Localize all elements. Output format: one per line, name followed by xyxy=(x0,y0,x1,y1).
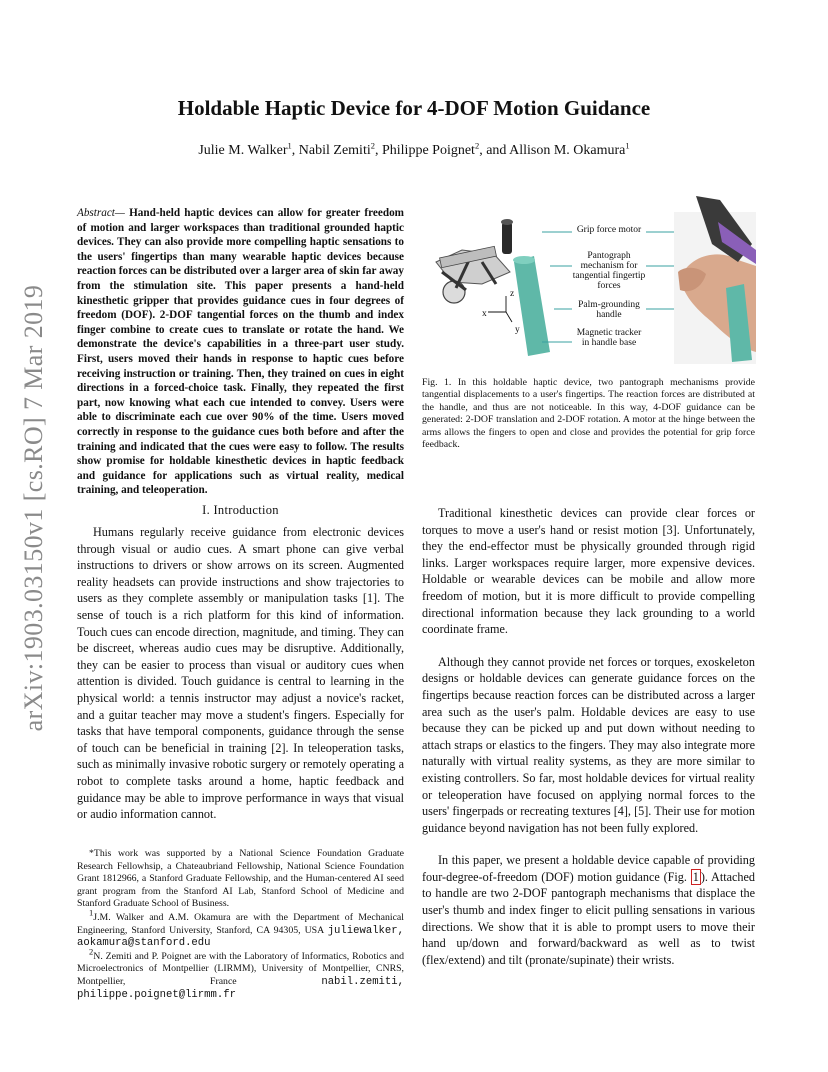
axis-label-z: z xyxy=(510,289,515,299)
paragraph-text: In this paper, we present a holdable device capable of providing four-degree-of-freedom (DOF) motion guidance (Fig. xyxy=(422,853,755,884)
author-affiliation-mark: 2 xyxy=(370,140,375,151)
figure-label-palm-handle: Palm-grounding handle xyxy=(578,300,640,320)
arxiv-identifier: arXiv:1903.03150v1 [cs.RO] 7 Mar 2019 xyxy=(19,284,48,732)
right-column xyxy=(422,505,755,984)
author-name: Philippe Poignet xyxy=(381,143,475,158)
email-address: nabil.zemiti, philippe.poignet@lirmm.fr xyxy=(77,975,404,1001)
intro-paragraph xyxy=(77,524,404,823)
author-affiliation-mark: 1 xyxy=(287,140,292,151)
footnote-text: J.M. Walker and A.M. Okamura are with the Department of Mechanical Engineering, Stanford University, Stanford, CA 94305, USA xyxy=(77,911,404,936)
figure-label-pantograph: Pantograph mechanism for tangential fingertip forces xyxy=(572,251,646,291)
paragraph: Humans regularly receive guidance from electronic devices through visual or audio cues. A smart phone can give verbal instructions to drivers or show arrows on its screen. Augmented reality headsets can provide instructions and show trajectories to users as they complete assembly or manipulation tasks [1]. The sense of touch is a rich platform for this kind of information. Touch cues can encode direction, magnitude, and timing. They can be discreet, whereas audio cues may be disruptive. Additionally, they can be easier to process than visual or auditory cues when attention is divided. Touch guidance is central to learning in the physical world: a tennis instructor may adjust a novice's racket, and a guitar teacher may move a student's fingers. Especially for tasks that have temporal components, guidance through the sense of touch can be beneficial in training [2]. In teleoperation tasks, such as minimally invasive robotic surgery or remotely operating a robot to complete tasks around a home, haptic feedback and guidance may be able to improve performance in ways that visual or audio information cannot. xyxy=(77,525,404,822)
footnote-affiliation-1 xyxy=(77,907,404,950)
email-address: juliewalker, aokamura@stanford.edu xyxy=(77,924,404,950)
footnote-mark: 2 xyxy=(89,946,94,957)
section-heading: I. Introduction xyxy=(202,503,279,517)
hand-photo xyxy=(674,196,756,364)
footnote-affiliation-2 xyxy=(77,946,404,1001)
author-affiliation-mark: 1 xyxy=(625,140,630,151)
author-list: Julie M. Walker$^1$, Nabil Zemiti$^2$, Philippe Poignet$^2$, and Allison M. Okamura$^1$ xyxy=(198,140,630,158)
footnotes xyxy=(77,848,404,1002)
author-name: Nabil Zemiti xyxy=(298,143,371,158)
figure-label-grip-motor: Grip force motor xyxy=(576,225,642,235)
axis-label-x: x xyxy=(482,309,487,319)
paper-title: Holdable Haptic Device for 4-DOF Motion Guidance xyxy=(177,96,651,120)
paragraph-text: ). Attached to handle are two 2-DOF pantograph mechanisms that displace the user's thumb and index finger to elicit pulling sensations in various directions. We show that it is able to prompt users to move their hand up/down and forward/backward as well as to twist (flex/extend) and tilt (pronate/supinate) their wrists. xyxy=(422,869,756,967)
figure-1 xyxy=(422,192,756,364)
author-affiliation-mark: 2 xyxy=(474,140,480,151)
footnote-funding: *This work was supported by a National Science Foundation Graduate Research Fellowhsip, a Chateaubriand Fellowship, National Science Foundation Grant 1812966, a Stanford Graduate Fellowship, and the Human-centered AI seed grant program from the Stanford AI Lab, Stanford School of Medicine and Stanford Graduate School of Business. xyxy=(77,848,404,910)
paragraph: Traditional kinesthetic devices can provide clear forces or torques to move a user's hand or resist motion [3]. Unfortunately, they the end-effector must be physically grounded through rigid links. Larger workspaces require larger, more expensive devices. Holdable or wearable devices can be mobile and allow more freedom of motion, but it is more difficult to provide compelling directional information because they lack grounding to a world coordinate frame. xyxy=(422,506,755,637)
paragraph xyxy=(422,852,755,968)
footnote-text: N. Zemiti and P. Poignet are with the Laboratory of Informatics, Robotics and Microelectronics of Montpellier (LIRMM), University of Montpellier, CNRS, Montpellier, France xyxy=(77,950,404,987)
footnote-mark: 1 xyxy=(89,907,94,918)
figure-reference-link[interactable]: 1 xyxy=(692,869,699,884)
figure-caption: Fig. 1. In this holdable haptic device, two pantograph mechanisms provide tangential displacements to a user's fingertips. The reaction forces are distributed at the handle, and thus are not noticeable. In this way, 4-DOF guidance can be generated: 2-DOF translation and 2-DOF rotation. A motor at the hinge between the arms allows the fingers to open and close and provides the potential for grip force feedback. xyxy=(422,377,755,451)
author-name: Julie M. Walker xyxy=(198,143,288,158)
paragraph: Although they cannot provide net forces or torques, exoskeleton designs or holdable devices can generate guidance forces on the fingertips because reaction forces can be distributed across a larger area such as the user's palm. Holdable devices are easy to use because they can be picked up and put down without needing to attach straps or elastics to the fingers. They may also integrate more naturally with virtual reality systems, as they are more similar to existing controllers. So far, most holdable devices for virtual reality or teleoperation have focused on applying normal forces to the users' fingerpads or recreating textures [4], [5]. Their use for motion guidance beyond navigation has not been fully explored. xyxy=(422,654,755,835)
author-name: and Allison M. Okamura xyxy=(486,143,626,158)
abstract-text: Hand-held haptic devices can allow for greater freedom of motion and larger workspaces than traditional grounded haptic devices. They can also provide more compelling haptic sensations to the users' fingertips than many wearable haptic devices because reaction forces can be distributed over a larger area of skin far away from the stimulation site. This paper presents a hand-held kinesthetic gripper that provides guidance cues in four degrees of freedom (DOF). 2-DOF tangential forces on the thumb and index finger combine to create cues to translate or rotate the hand. We demonstrate the device's capabilities in a three-part user study. First, users moved their hands in response to haptic cues before receiving instruction or training. Then, they trained on cues in eight directions in a forced-choice task. Finally, they repeated the first part, now knowing what each cue intended to convey. Users were able to discriminate each cue over 90% of the time. Users moved correctly in response to the guidance cues both before and after the training and indicated that the cues were easy to follow. The results show promise for holdable kinesthetic devices in haptic feedback and guidance for applications such as virtual reality, medical training, and teleoperation. xyxy=(77,207,404,497)
abstract-lead: Abstract— xyxy=(77,207,125,219)
figure-label-magnetic-tracker: Magnetic tracker in handle base xyxy=(576,328,642,348)
arxiv-stamp xyxy=(4,258,64,758)
axis-label-y: y xyxy=(515,325,520,335)
device-render xyxy=(436,219,550,356)
abstract xyxy=(77,206,404,498)
